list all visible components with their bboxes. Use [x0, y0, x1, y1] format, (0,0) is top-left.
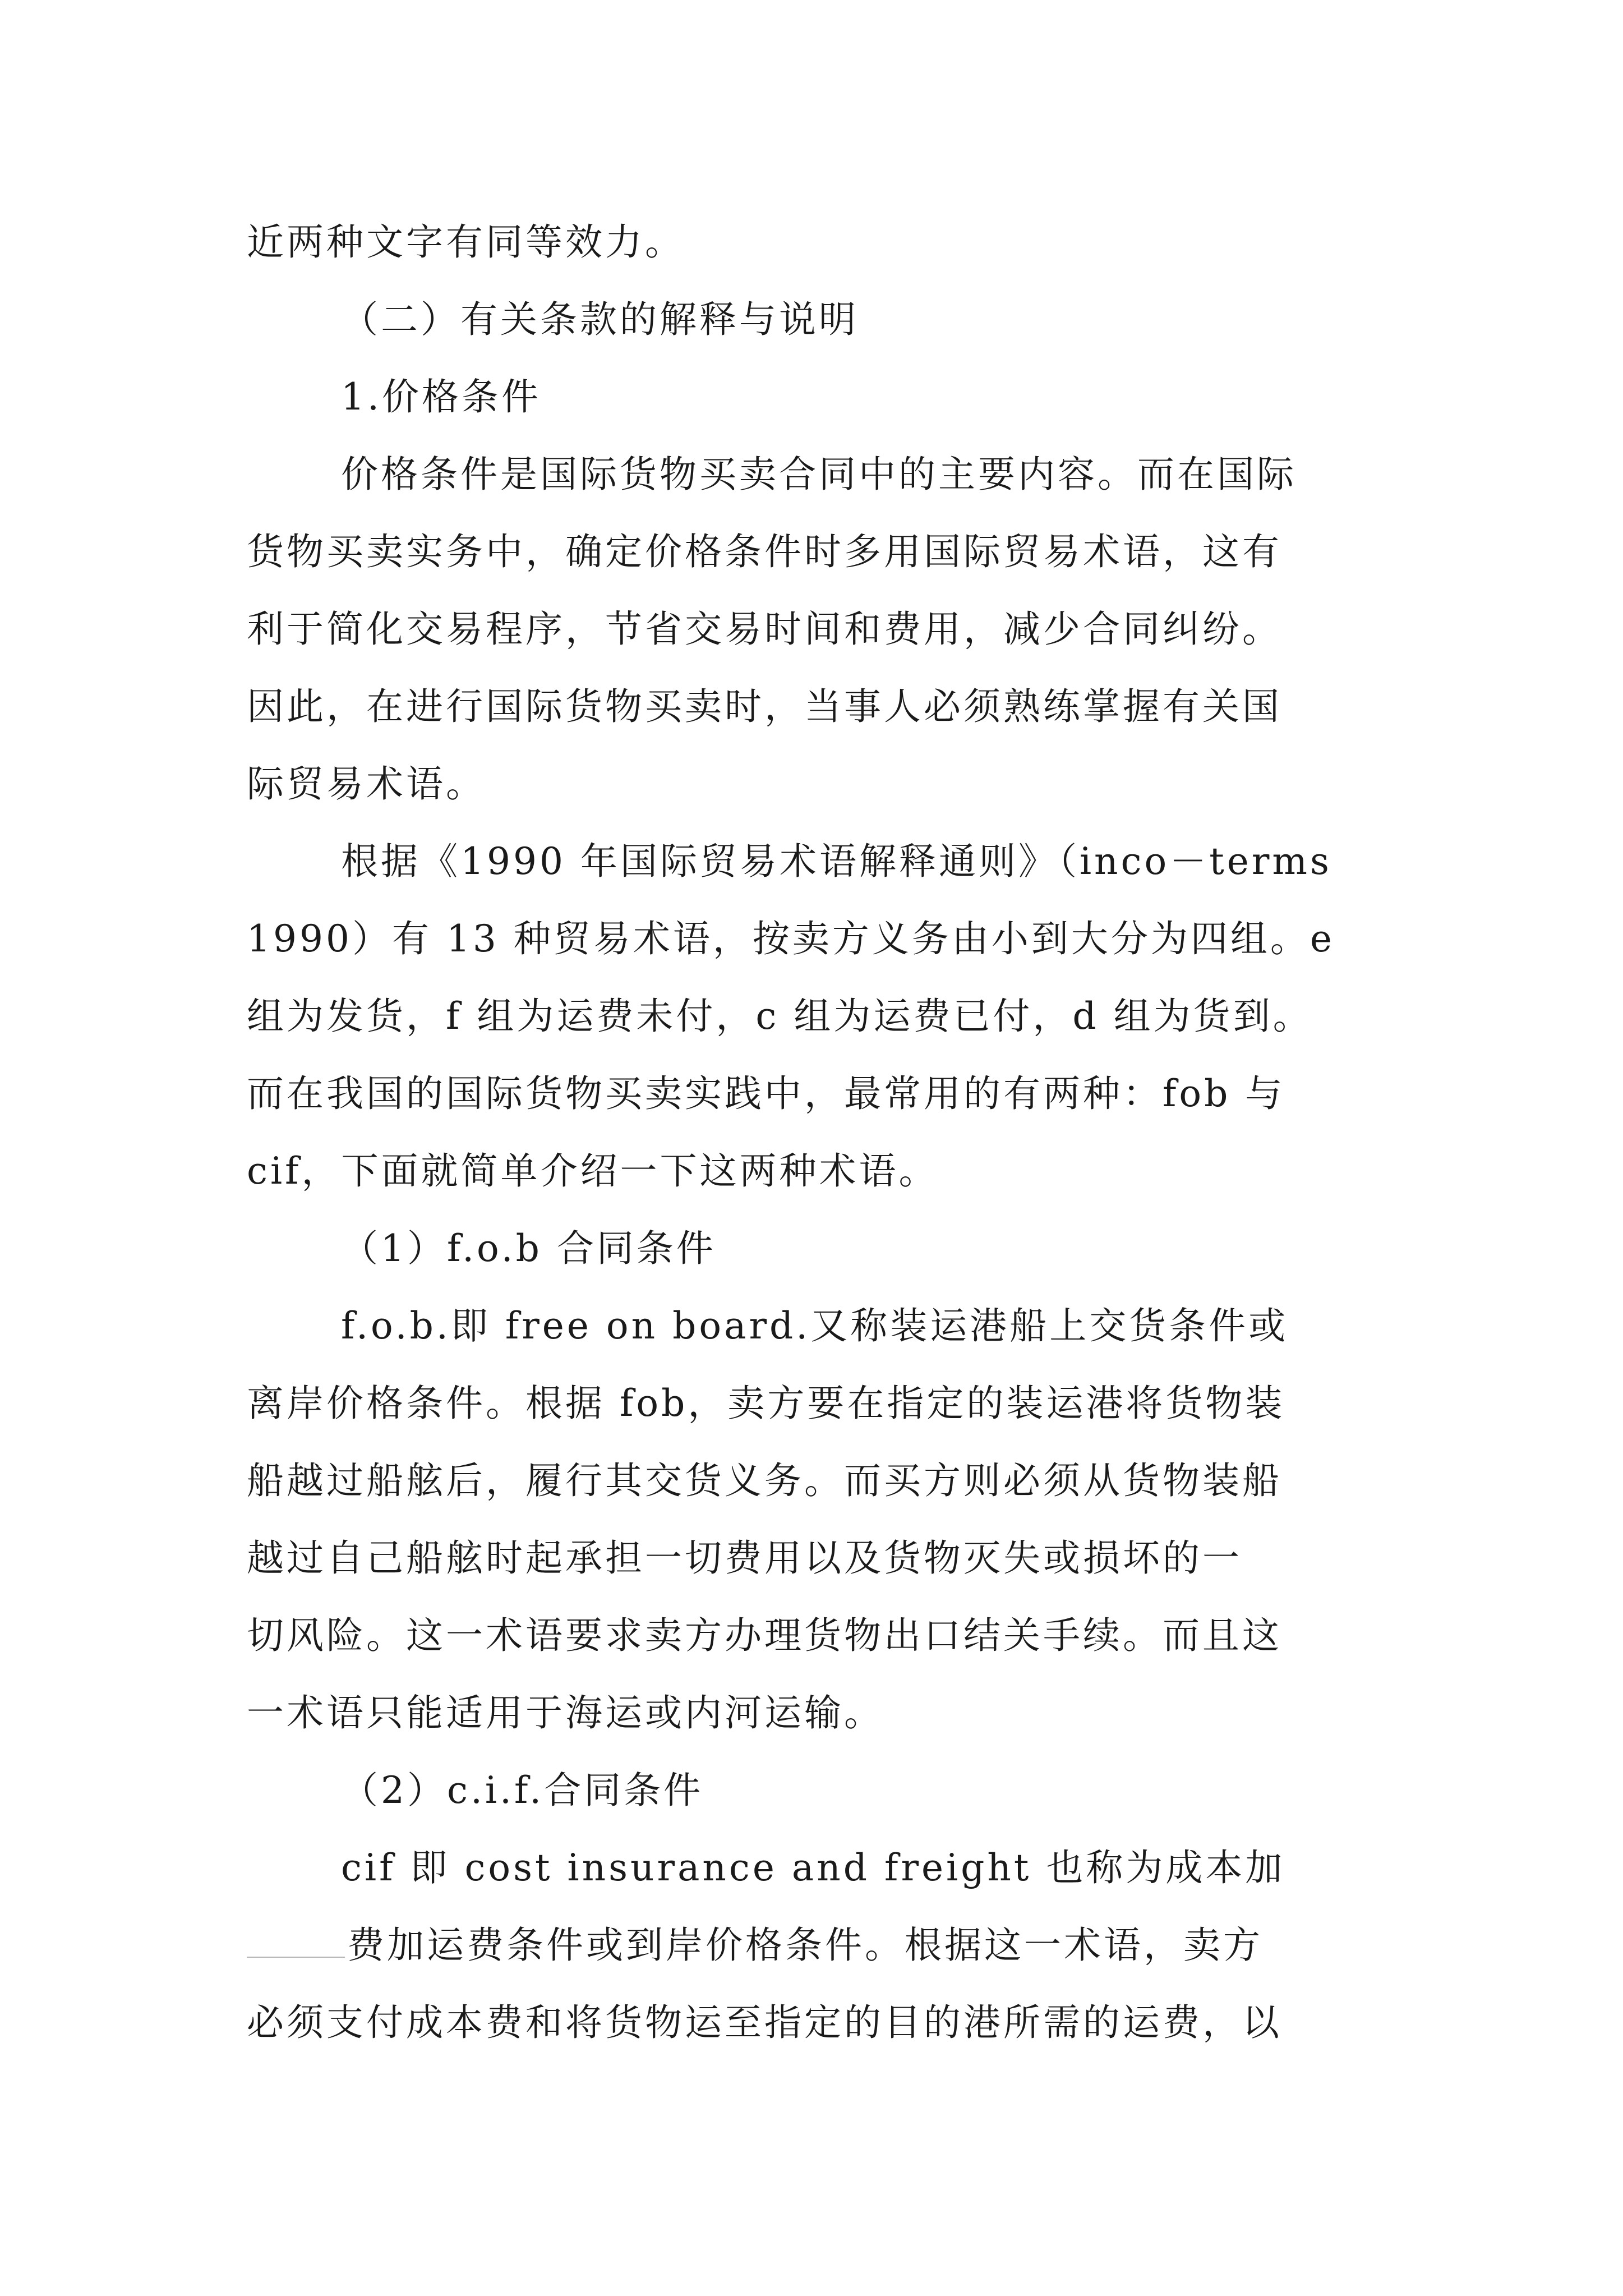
text-line: 近两种文字有同等效力。	[247, 220, 685, 264]
text-line: 切风险。这一术语要求卖方办理货物出口结关手续。而且这	[247, 1614, 1282, 1657]
subsection-heading: （2）c.i.f.合同条件	[341, 1769, 704, 1812]
text-line: 费加运费条件或到岸价格条件。根据这一术语，卖方	[347, 1924, 1263, 1967]
text-line: 必须支付成本费和将货物运至指定的目的港所需的运费，以	[247, 2001, 1282, 2044]
subsection-heading: 1.价格条件	[341, 375, 541, 418]
text-line-with-blank	[247, 1912, 1263, 1979]
text-line: 际贸易术语。	[247, 762, 486, 806]
text-line: 船越过船舷后，履行其交货义务。而买方则必须从货物装船	[247, 1459, 1282, 1502]
text-line: 因此，在进行国际货物买卖时，当事人必须熟练掌握有关国	[247, 685, 1282, 728]
text-line: 而在我国的国际货物买卖实践中，最常用的有两种：fob 与	[247, 1072, 1285, 1115]
text-line: 离岸价格条件。根据 fob，卖方要在指定的装运港将货物装	[247, 1382, 1285, 1425]
text-line: 1990）有 13 种贸易术语，按卖方义务由小到大分为四组。e	[247, 917, 1335, 960]
text-line: f.o.b.即 free on board.又称装运港船上交货条件或	[341, 1304, 1289, 1347]
text-line: cif，下面就简单介绍一下这两种术语。	[247, 1149, 939, 1193]
text-line: 一术语只能适用于海运或内河运输。	[247, 1691, 884, 1734]
text-line: 越过自己船舷时起承担一切费用以及货物灭失或损坏的一	[247, 1536, 1242, 1580]
text-line: 价格条件是国际货物买卖合同中的主要内容。而在国际	[341, 453, 1297, 496]
text-line: 利于简化交易程序，节省交易时间和费用，减少合同纠纷。	[247, 608, 1282, 651]
blank-underline	[247, 1917, 345, 1958]
subsection-heading: （1）f.o.b 合同条件	[341, 1227, 716, 1270]
text-line: 货物买卖实务中，确定价格条件时多用国际贸易术语，这有	[247, 530, 1282, 573]
text-line: cif 即 cost insurance and freight 也称为成本加	[341, 1846, 1285, 1889]
section-heading: （二）有关条款的解释与说明	[341, 298, 859, 341]
text-line: 组为发货，f 组为运费未付，c 组为运费已付，d 组为货到。	[247, 995, 1313, 1038]
text-line: 根据《1990 年国际贸易术语解释通则》（inco－terms	[341, 840, 1332, 883]
